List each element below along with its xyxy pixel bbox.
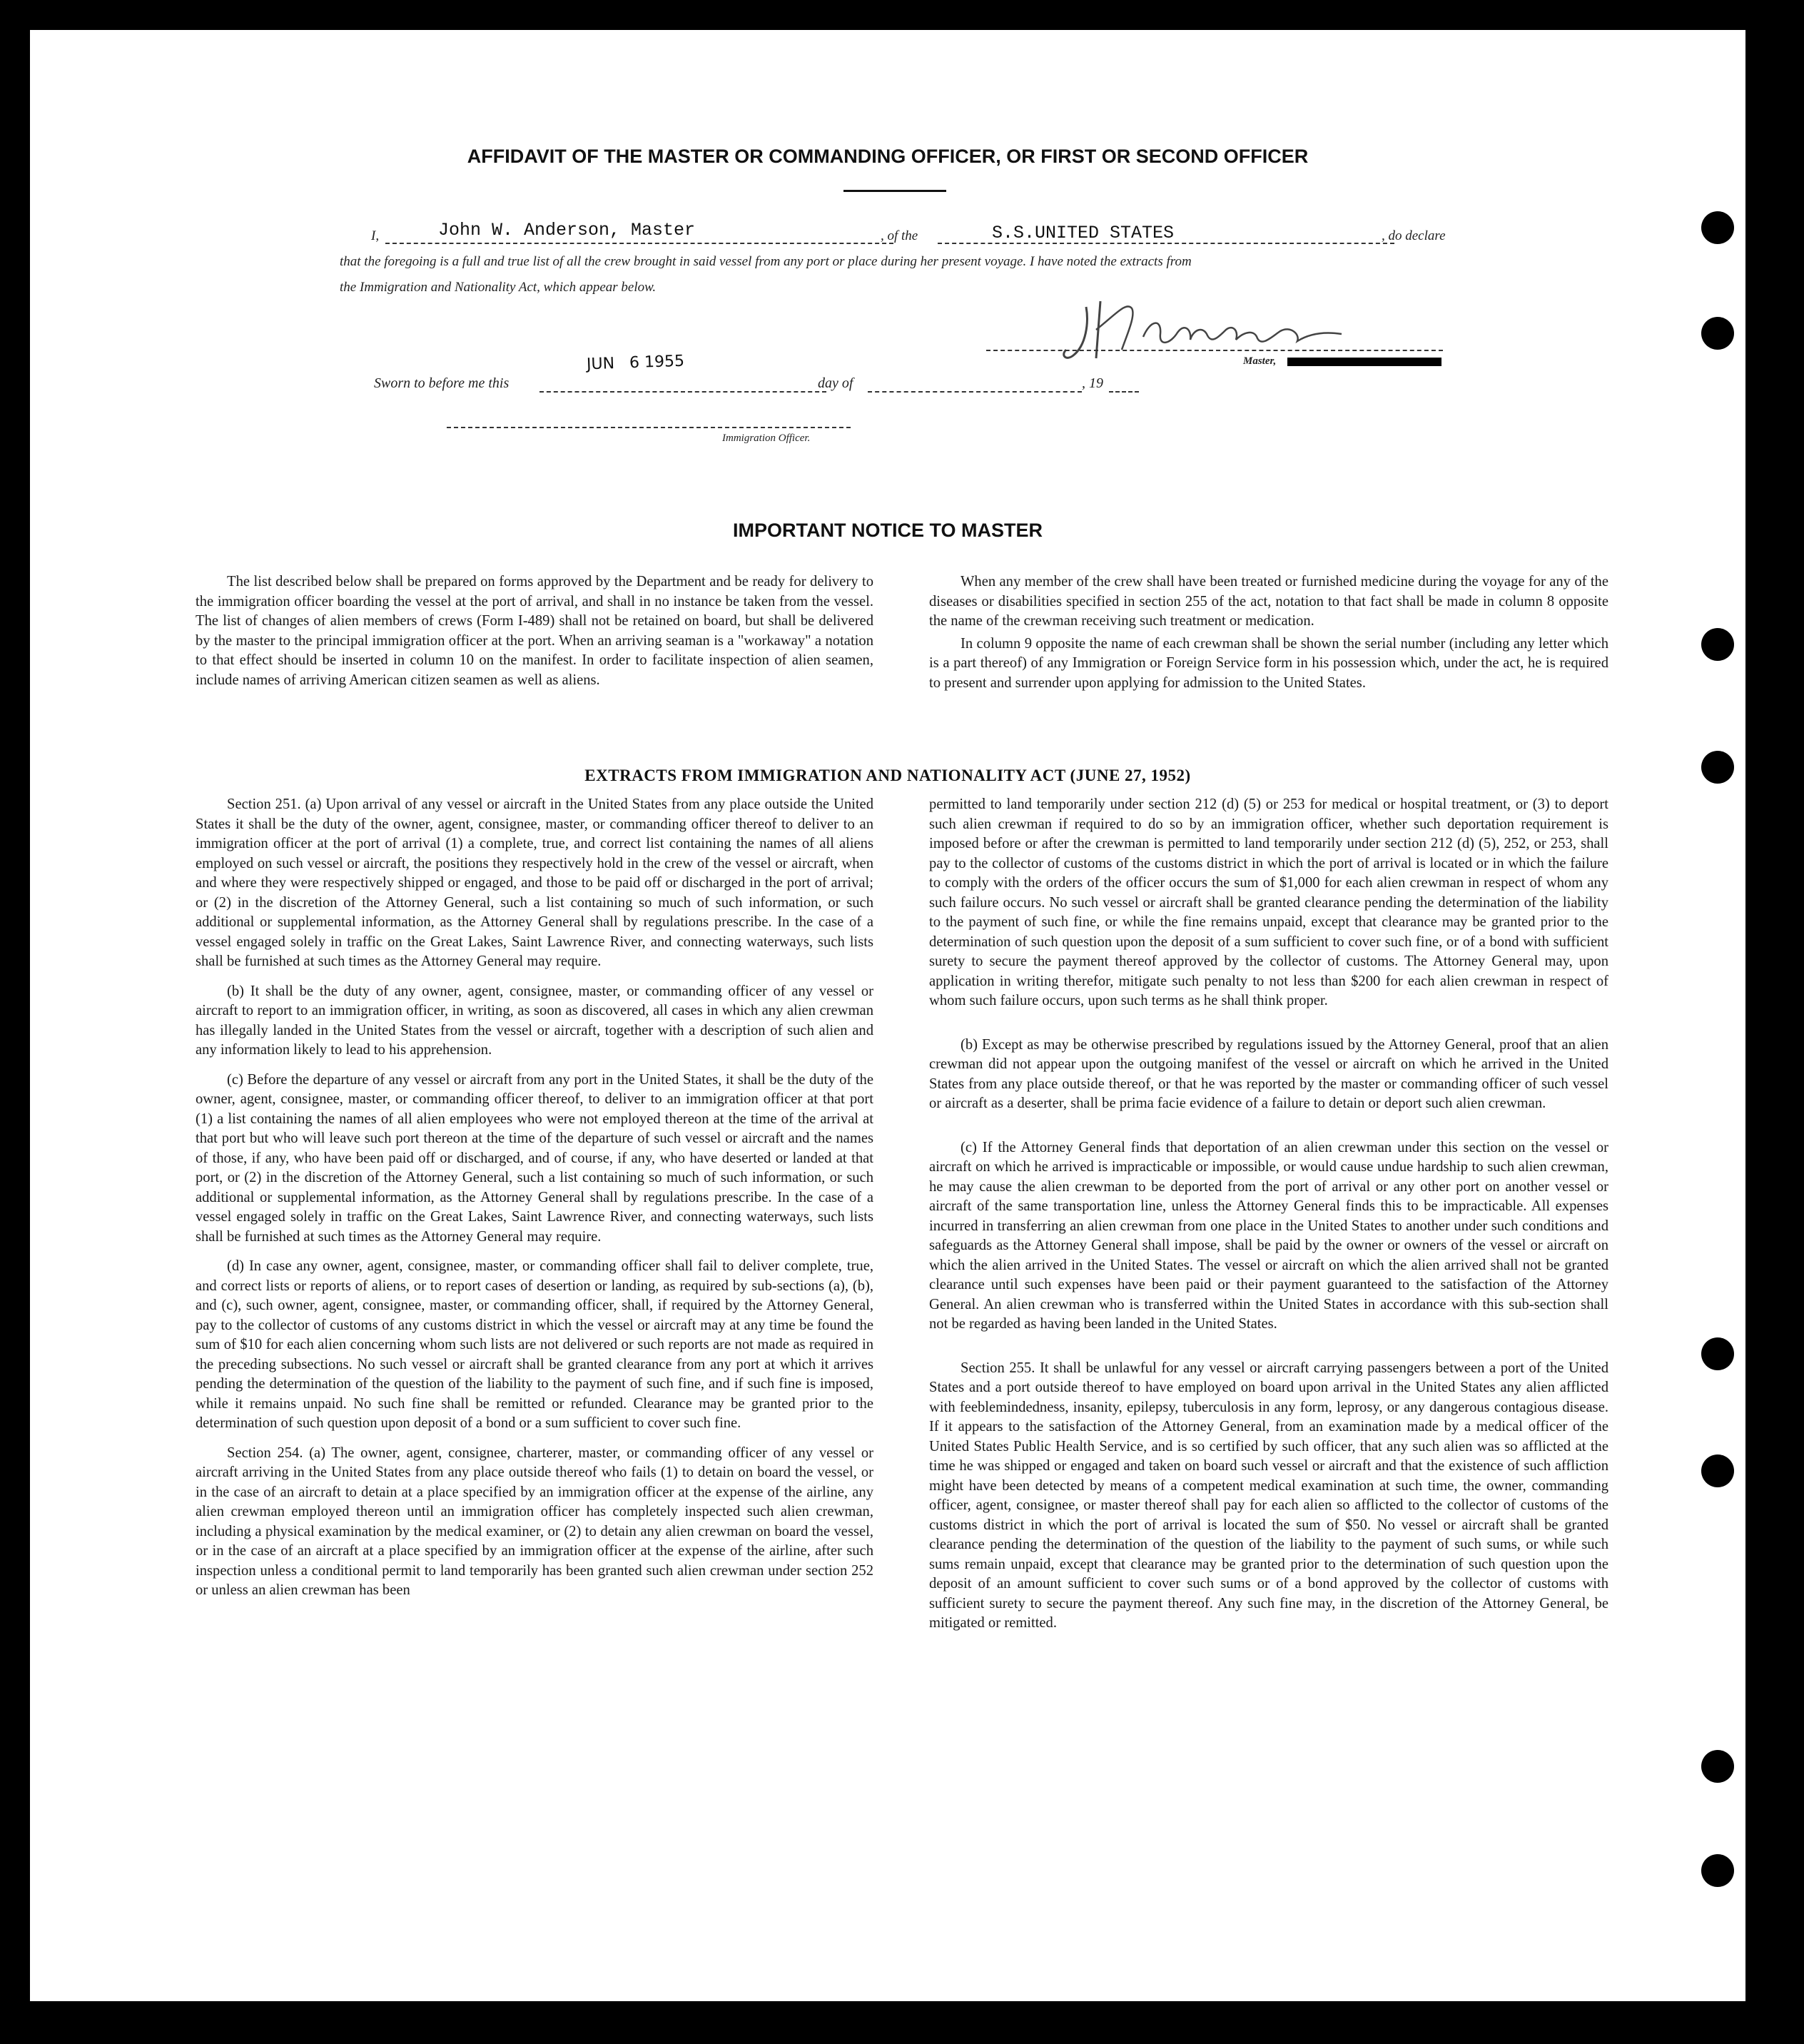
punch-hole <box>1701 1854 1734 1887</box>
notice-right-column <box>929 572 1608 703</box>
punch-hole <box>1701 1337 1734 1370</box>
punch-hole <box>1701 1750 1734 1783</box>
sworn-date-stamp: JUN 6 1955 <box>586 352 685 374</box>
section-255: Section 255. It shall be unlawful for any vessel or aircraft carrying passengers between a port of the United States and a port outside thereof to have employed on board upon arrival in the United States any alien afflicted with feeblemindedness, insanity, epilepsy, tuberculosis in any form, leprosy, or any dangerous contagious disease. If it appears to the satisfaction of the Attorney General, from an examination made by a medical officer of the United States Public Health Service, and is so certified by such officer, that any such alien was so afflicted at the time he was shipped or engaged and taken on board such vessel or aircraft and that the existence of such affliction might have been detected by means of a competent medical examination at such time, the owner, commanding officer, agent, consignee, or master thereof shall pay for each alien so afflicted to the collector of customs of the customs district in which the port of arrival is located the sum of $50. No vessel or aircraft shall be granted clearance pending the determination of the question of the liability to the payment of such sums, or while such sums remain unpaid, except that clearance may be granted prior to the determination of such question upon the deposit of an amount sufficient to cover such sums or of a bond approved by the collector of customs with sufficient surety to secure the payment thereof. Any such fine may, in the discretion of the Attorney General, be mitigated or remitted. <box>929 1360 1608 1631</box>
affidavit-title: AFFIDAVIT OF THE MASTER OR COMMANDING OFFICER, OR FIRST OR SECOND OFFICER <box>467 146 1309 167</box>
document-page <box>30 30 1745 2001</box>
extracts-right-column <box>929 795 1608 1644</box>
notice-right-text-1: When any member of the crew shall have been treated or furnished medicine during the voyage for any of the diseases or disabilities specified in section 255 of the act, notation to that fact shall be made in column 8 opposite the name of the crewman receiving such treatment or medication. <box>929 574 1608 629</box>
title-divider <box>843 190 946 192</box>
decl-line-3: the Immigration and Nationality Act, which appear below. <box>340 280 657 295</box>
section-251-c: (c) Before the departure of any vessel or aircraft from any port in the United States, it shall be the duty of the owner, agent, consignee, master, or commanding officer thereof, to deliver to an immigration officer at that port (1) a list containing the names of all alien employees who were not employed thereon at the time of the arrival at that port but who will leave such port thereon at the time of the departure of such vessel or aircraft and the names of those, if any, who have been paid off or discharged, and of course, if any, who have deserted or landed at that port, or (2) in the discretion of the Attorney General, such a list containing so much of such information, or such additional or supplemental information, as the Attorney General shall by regulations prescribe. In the case of a vessel engaged solely in traffic on the Great Lakes, Saint Lawrence River, and connecting waterways, such lists shall be furnished at such times as the Attorney General may require. <box>196 1071 873 1245</box>
decl-do-declare: , do declare <box>1382 228 1446 243</box>
section-254-b: (b) Except as may be otherwise prescribed by regulations issued by the Attorney General, proof that an alien crewman did not appear upon the outgoing manifest of the vessel or aircraft on which he arrived in the United States from any place outside thereof, or that he was reported by the master or commanding officer of such vessel or aircraft as a deserter, shall be prima facie evidence of a failure to detain or deport such alien crewman. <box>929 1036 1608 1111</box>
section-254-a-continued: permitted to land temporarily under section 212 (d) (5) or 253 for medical or hospital treatment, or (3) to deport such alien crewman if required to do so by an immigration officer, whether such deportation requirement is imposed before or after the crewman is permitted to land temporarily under section 212 (d) (5), 252, or 253, shall pay to the collector of customs of the customs district in which the port of arrival is located or in which the failure to comply with the orders of the officer occurs the sum of $1,000 for each alien crewman in respect of whom any such failure occurs. No such vessel or aircraft shall be granted clearance pending the determination of the liability to the payment of such fine, or while the fine remains unpaid, except that clearance may be granted prior to the determination of such question upon the deposit of a sum sufficient to cover such fine, or of a bond with sufficient surety to secure the payment thereof approved by the collector of customs. The Attorney General may, upon application in writing therefor, mitigate such penalty to not less than $200 for each alien crewman in respect of whom such failure occurs, upon such terms as he shall think proper. <box>929 796 1608 1008</box>
master-name-field: John W. Anderson, Master <box>438 220 696 241</box>
redaction-bar <box>1287 358 1441 366</box>
extracts-left-column <box>196 795 873 1611</box>
decl-i: I, <box>371 228 380 243</box>
section-251-b: (b) It shall be the duty of any owner, agent, consignee, master, or commanding officer of any vessel or aircraft to report to an immigration officer, in writing, as soon as discovered, all cases in which any alien crewman has illegally landed in the United States from the vessel or aircraft, together with a description of such alien and any information likely to lead to his apprehension. <box>196 983 873 1058</box>
signature-line <box>986 350 1443 351</box>
sworn-month-line <box>868 391 1082 393</box>
officer-label: Immigration Officer. <box>722 432 811 444</box>
officer-signature-line <box>447 427 851 428</box>
year-line <box>1109 391 1139 393</box>
vessel-name-field: S.S.UNITED STATES <box>992 223 1175 243</box>
section-254-c: (c) If the Attorney General finds that deportation of an alien crewman under this section on the vessel or aircraft on which he arrived is impracticable or impossible, or would cause undue hardship to such alien crewman, he may cause the alien crewman to be deported from the port of arrival or any other port on another vessel or aircraft of the same transportation line, unless the Attorney General finds this to be impracticable. All expenses incurred in transferring an alien crewman from one place in the United States to another under such conditions and safeguards as the Attorney General shall impose, shall be paid by the owner or owners of the vessel or aircraft on which the alien arrived in the United States. The vessel or aircraft on which the alien arrived shall not be granted clearance until such expenses have been paid or their payment guaranteed to the satisfaction of the Attorney General. An alien crewman who is transferred within the United States in accordance with this sub-section shall not be regarded as having been landed in the United States. <box>929 1139 1608 1332</box>
notice-title: IMPORTANT NOTICE TO MASTER <box>733 520 1043 541</box>
decl-line-2: that the foregoing is a full and true list of all the crew brought in said vessel from any port or place during her present voyage. I have noted the extracts from <box>340 254 1192 269</box>
year-prefix: , 19 <box>1082 375 1103 391</box>
name-blank-line <box>385 243 893 244</box>
section-251-d: (d) In case any owner, agent, consignee, master, or commanding officer shall fail to deliver complete, true, and correct lists or reports of aliens, or to report cases of desertion or landing, as required by sub-sections (a), (b), and (c), such owner, agent, consignee, master, or commanding officer, shall, if required by the Attorney General, pay to the collector of customs of any customs district in which the vessel or aircraft may at any time be found the sum of $10 for each alien concerning whom such lists are not delivered or such reports are not made as required in the preceding subsections. No such vessel or aircraft shall be granted clearance from any port at which it arrives pending the determination of the question of the liability to the payment of such fine, and if such fine is imposed, while it remains unpaid. No such fine shall be remitted or refunded. Clearance may be granted prior to the determination of such question upon deposit of a bond or a sum sufficient to cover such fine. <box>196 1258 873 1431</box>
punch-hole <box>1701 1454 1734 1487</box>
sworn-label: Sworn to before me this <box>374 375 510 391</box>
section-254-a: Section 254. (a) The owner, agent, consignee, charterer, master, or commanding officer of any vessel or aircraft arriving in the United States from any place outside thereof who fails (1) to detain on board the vessel, or in the case of an aircraft to detain at a place specified by an immigration officer at the expense of the airline, any alien crewman employed thereon until an immigration officer has completely inspected such alien crewman, including a physical examination by the medical examiner, or (2) to detain any alien crewman on board the vessel, or in the case of an aircraft at a place specified by an immigration officer at the expense of the airline, after such inspection unless a conditional permit to land temporarily has been granted such alien crewman under section 252 or unless an alien crewman has been <box>196 1445 873 1598</box>
punch-hole <box>1701 628 1734 661</box>
decl-of-the: , of the <box>881 228 918 243</box>
master-signature <box>1058 287 1386 365</box>
notice-left-column <box>196 572 873 700</box>
day-of-label: day of <box>818 375 853 391</box>
section-251-a: Section 251. (a) Upon arrival of any vessel or aircraft in the United States from any place outside the United States it shall be the duty of the owner, agent, consignee, master, or commanding officer thereof to deliver to an immigration officer at the port of arrival (1) a complete, true, and correct list containing the names of all aliens employed on such vessel or aircraft, the positions they respectively hold in the crew of the vessel or aircraft, when and where they were respectively shipped or engaged, and those to be paid off or discharged in the port of arrival; or (2) in the discretion of the Attorney General, such a list containing so much of such information, or such additional or supplemental information, as the Attorney General shall by regulations prescribe. In the case of a vessel engaged solely in traffic on the Great Lakes, Saint Lawrence River, and connecting waterways, such lists shall be furnished at such times as the Attorney General may require. <box>196 796 873 969</box>
master-label: Master, <box>1243 355 1277 367</box>
notice-left-text: The list described below shall be prepared on forms approved by the Department and be ready for delivery to the immigration officer boarding the vessel at the port of arrival, and shall in no instance be taken from the vessel. The list of changes of alien members of crews (Form I-489) shall not be retained on board, but shall be delivered by the master to the principal immigration officer at the port. When an arriving seaman is a "workaway" a notation to that effect should be inserted in column 10 on the manifest. In order to facilitate inspection of alien seamen, include names of arriving American citizen seamen as well as aliens. <box>196 574 873 688</box>
sworn-day-line <box>539 391 826 393</box>
extracts-title: EXTRACTS FROM IMMIGRATION AND NATIONALITY ACT (JUNE 27, 1952) <box>584 766 1191 784</box>
punch-hole <box>1701 317 1734 350</box>
notice-right-text-2: In column 9 opposite the name of each crewman shall be shown the serial number (including any letter which is a part thereof) of any Immigration or Foreign Service form in his possession which, under the act, he is required to present and surrender upon applying for admission to the United States. <box>929 635 1608 691</box>
punch-hole <box>1701 211 1734 244</box>
